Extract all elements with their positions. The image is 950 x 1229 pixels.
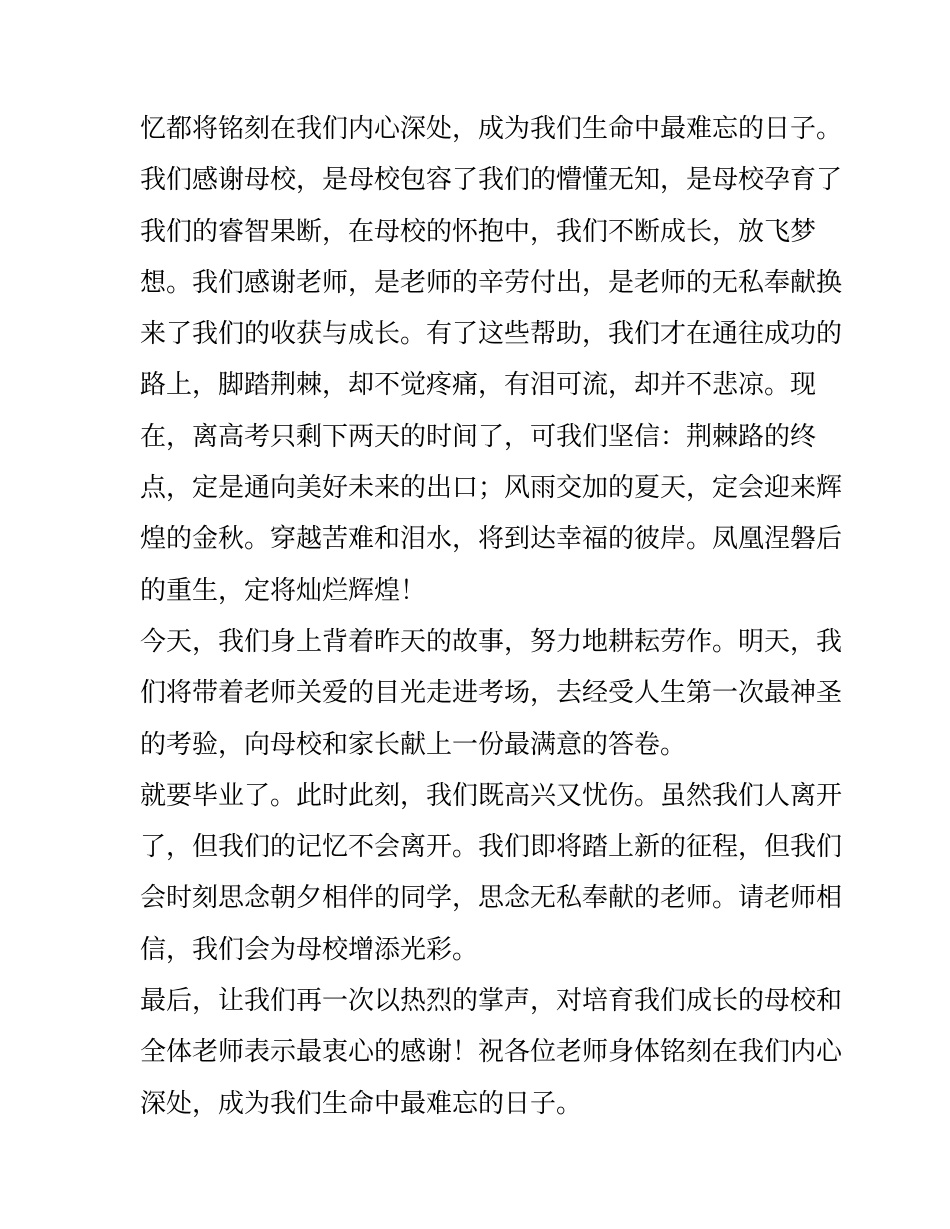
text-line: 煌的金秋。穿越苦难和泪水，将到达幸福的彼岸。凤凰涅磐后 [140,524,843,555]
text-line: 想。我们感谢老师，是老师的辛劳付出，是老师的无私奉献换 [140,267,843,298]
text-line: 在，离高考只剩下两天的时间了，可我们坚信：荆棘路的终 [140,421,817,452]
text-line: 路上，脚踏荆棘，却不觉疼痛，有泪可流，却并不悲凉。现 [140,370,817,401]
text-line: 来了我们的收获与成长。有了这些帮助，我们才在通往成功的 [140,319,843,350]
document-body [140,104,843,1130]
text-line: 今天，我们身上背着昨天的故事，努力地耕耘劳作。明天，我 [140,626,843,657]
text-line: 的重生，定将灿烂辉煌！ [140,575,427,606]
text-line: 信，我们会为母校增添光彩。 [140,934,479,965]
text-line: 了，但我们的记忆不会离开。我们即将踏上新的征程，但我们 [140,832,843,863]
text-line: 全体老师表示最衷心的感谢！祝各位老师身体铭刻在我们内心 [140,1037,843,1068]
text-line: 的考验，向母校和家长献上一份最满意的答卷。 [140,729,687,760]
text-line: 我们感谢母校，是母校包容了我们的懵懂无知，是母校孕育了 [140,165,843,196]
text-line: 我们的睿智果断，在母校的怀抱中，我们不断成长，放飞梦 [140,216,817,247]
text-line: 们将带着老师关爱的目光走进考场，去经受人生第一次最神圣 [140,678,843,709]
text-line: 会时刻思念朝夕相伴的同学，思念无私奉献的老师。请老师相 [140,883,843,914]
text-line: 忆都将铭刻在我们内心深处，成为我们生命中最难忘的日子。 [140,114,843,144]
text-line: 点，定是通向美好未来的出口；风雨交加的夏天，定会迎来辉 [140,473,843,504]
text-line: 深处，成为我们生命中最难忘的日子。 [140,1088,583,1119]
text-line: 就要毕业了。此时此刻，我们既高兴又忧伤。虽然我们人离开 [140,780,843,811]
text-line: 最后，让我们再一次以热烈的掌声，对培育我们成长的母校和 [140,986,843,1017]
